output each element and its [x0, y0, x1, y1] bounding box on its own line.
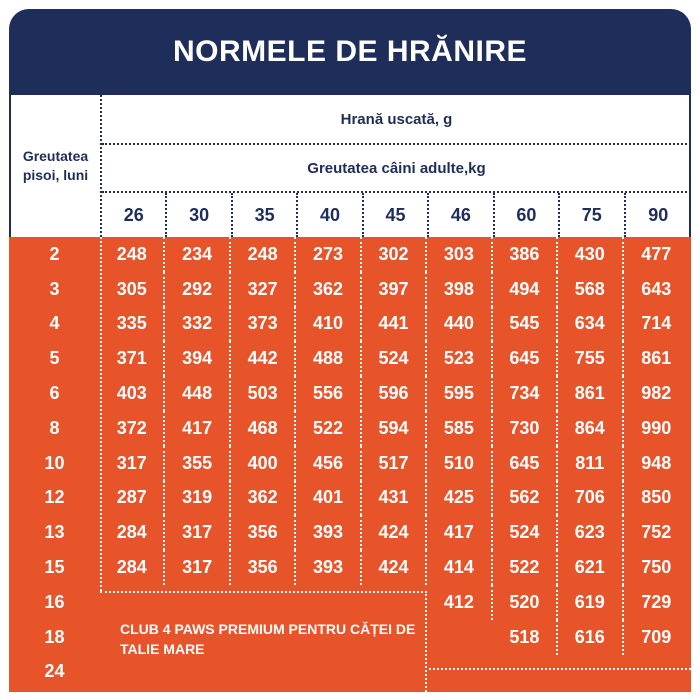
- table-cell: 412: [427, 585, 492, 620]
- table-row: [100, 237, 689, 272]
- table-cell: 729: [641, 591, 672, 612]
- brand-note-box: [100, 591, 427, 692]
- table-cell: 332: [165, 307, 230, 342]
- table-cell: 645: [493, 341, 558, 376]
- table-cell: 319: [165, 481, 230, 516]
- table-cell: 545: [493, 307, 558, 342]
- table-cell: 811: [558, 446, 623, 481]
- table-cell: 355: [165, 446, 230, 481]
- table-cell: 948: [641, 452, 672, 473]
- row-label: 10: [44, 452, 65, 473]
- column-headers: [102, 193, 691, 237]
- table-cell: 488: [296, 341, 361, 376]
- table-row: [100, 376, 689, 411]
- table-cell: 523: [427, 341, 492, 376]
- table-cell: [427, 620, 492, 655]
- table-cell: 397: [362, 272, 427, 307]
- table-cell: 424: [362, 550, 427, 585]
- table-row: [100, 272, 689, 307]
- table-cell: 468: [231, 411, 296, 446]
- table-cell: 398: [427, 272, 492, 307]
- table-row: [100, 550, 689, 585]
- table-header: [9, 95, 691, 237]
- row-label: 18: [44, 626, 65, 647]
- table-cell: 594: [362, 411, 427, 446]
- table-row: [100, 307, 689, 342]
- feeding-table-card: [9, 9, 691, 692]
- row-label: 8: [49, 417, 60, 438]
- table-cell: 714: [641, 313, 672, 334]
- table-cell: [493, 655, 558, 690]
- row-label: 16: [44, 591, 65, 612]
- table-cell: 518: [493, 620, 558, 655]
- table-cell: 595: [427, 376, 492, 411]
- table-cell: 522: [493, 550, 558, 585]
- table-cell: 750: [641, 557, 672, 578]
- table-row: [100, 515, 689, 550]
- table-cell: 621: [558, 550, 623, 585]
- table-cell: 503: [231, 376, 296, 411]
- table-cell: 706: [558, 481, 623, 516]
- table-row: [100, 481, 689, 516]
- column-header: 60: [495, 193, 560, 237]
- table-cell: 477: [641, 243, 672, 264]
- table-cell: 248: [231, 237, 296, 272]
- table-cell: 425: [427, 481, 492, 516]
- column-header: 45: [364, 193, 429, 237]
- table-cell: 284: [100, 550, 165, 585]
- table-cell: 356: [231, 515, 296, 550]
- column-header: 35: [233, 193, 298, 237]
- table-cell: 335: [100, 307, 165, 342]
- table-cell: 317: [100, 446, 165, 481]
- grid-divider: [429, 668, 691, 670]
- table-cell: 424: [362, 515, 427, 550]
- table-cell: 645: [493, 446, 558, 481]
- table-cell: 752: [641, 522, 672, 543]
- column-header: 75: [560, 193, 625, 237]
- table-cell: 292: [165, 272, 230, 307]
- table-cell: 456: [296, 446, 361, 481]
- table-cell: 494: [493, 272, 558, 307]
- table-cell: 585: [427, 411, 492, 446]
- table-cell: 850: [641, 487, 672, 508]
- table-row: [100, 446, 689, 481]
- table-cell: 417: [427, 515, 492, 550]
- table-cell: 386: [493, 237, 558, 272]
- row-label: 24: [44, 661, 65, 682]
- food-type-label: Hrană uscată, g: [102, 95, 691, 145]
- column-header: 26: [102, 193, 167, 237]
- table-cell: 401: [296, 481, 361, 516]
- row-label: 12: [44, 487, 65, 508]
- table-cell: 442: [231, 341, 296, 376]
- table-cell: 520: [493, 585, 558, 620]
- table-cell: 393: [296, 515, 361, 550]
- table-cell: 317: [165, 515, 230, 550]
- table-cell: 730: [493, 411, 558, 446]
- table-cell: 982: [641, 383, 672, 404]
- table-cell: 619: [558, 585, 623, 620]
- table-cell: 302: [362, 237, 427, 272]
- table-cell: 371: [100, 341, 165, 376]
- table-cell: 634: [558, 307, 623, 342]
- table-cell: 284: [100, 515, 165, 550]
- table-cell: 556: [296, 376, 361, 411]
- table-cell: 861: [641, 348, 672, 369]
- row-label: 15: [44, 557, 65, 578]
- table-cell: 394: [165, 341, 230, 376]
- table-cell: 430: [558, 237, 623, 272]
- table-cell: 643: [641, 278, 672, 299]
- table-cell: 510: [427, 446, 492, 481]
- table-cell: 522: [296, 411, 361, 446]
- column-header: 46: [429, 193, 494, 237]
- table-cell: 755: [558, 341, 623, 376]
- column-header: 30: [167, 193, 232, 237]
- table-cell: 273: [296, 237, 361, 272]
- table-cell: 709: [641, 626, 672, 647]
- table-cell: 448: [165, 376, 230, 411]
- row-label: 6: [49, 383, 60, 404]
- table-cell: 861: [558, 376, 623, 411]
- table-cell: 734: [493, 376, 558, 411]
- table-cell: 372: [100, 411, 165, 446]
- brand-note: CLUB 4 PAWS PREMIUM PENTRU CĂȚEI DE TALIE MARE: [120, 621, 416, 657]
- table-cell: 596: [362, 376, 427, 411]
- table-row: [100, 341, 689, 376]
- row-labels: [9, 237, 100, 689]
- table-cell: 524: [362, 341, 427, 376]
- table-cell: 373: [231, 307, 296, 342]
- table-cell: 317: [165, 550, 230, 585]
- table-cell: 431: [362, 481, 427, 516]
- table-cell: 356: [231, 550, 296, 585]
- table-cell: [624, 655, 689, 690]
- table-cell: 441: [362, 307, 427, 342]
- table-cell: 990: [641, 417, 672, 438]
- table-cell: 403: [100, 376, 165, 411]
- table-cell: 568: [558, 272, 623, 307]
- table-cell: 524: [493, 515, 558, 550]
- table-cell: 303: [427, 237, 492, 272]
- dog-weight-label: Greutatea câini adulte,kg: [102, 145, 691, 193]
- table-cell: [558, 655, 623, 690]
- table-cell: 562: [493, 481, 558, 516]
- column-header: 90: [648, 204, 669, 225]
- page-title: NORMELE DE HRĂNIRE: [9, 9, 691, 95]
- row-label: 13: [44, 522, 65, 543]
- table-cell: 417: [165, 411, 230, 446]
- grid-divider: [100, 237, 102, 591]
- table-cell: 410: [296, 307, 361, 342]
- table-cell: 864: [558, 411, 623, 446]
- table-cell: 305: [100, 272, 165, 307]
- table-cell: 393: [296, 550, 361, 585]
- table-cell: 623: [558, 515, 623, 550]
- table-cell: 440: [427, 307, 492, 342]
- table-body: [9, 237, 691, 692]
- table-cell: 400: [231, 446, 296, 481]
- row-label: 3: [49, 278, 60, 299]
- table-cell: 414: [427, 550, 492, 585]
- table-cell: 616: [558, 620, 623, 655]
- table-cell: 248: [100, 237, 165, 272]
- table-row: [100, 411, 689, 446]
- row-label: 2: [49, 243, 60, 264]
- table-cell: 327: [231, 272, 296, 307]
- table-cell: [427, 655, 492, 690]
- row-header-label: Greutatea pisoi, luni: [11, 95, 102, 237]
- row-label: 5: [49, 348, 60, 369]
- table-cell: 362: [296, 272, 361, 307]
- table-cell: 234: [165, 237, 230, 272]
- table-cell: 362: [231, 481, 296, 516]
- column-header: 40: [298, 193, 363, 237]
- table-cell: 287: [100, 481, 165, 516]
- table-cell: 517: [362, 446, 427, 481]
- row-label: 4: [49, 313, 60, 334]
